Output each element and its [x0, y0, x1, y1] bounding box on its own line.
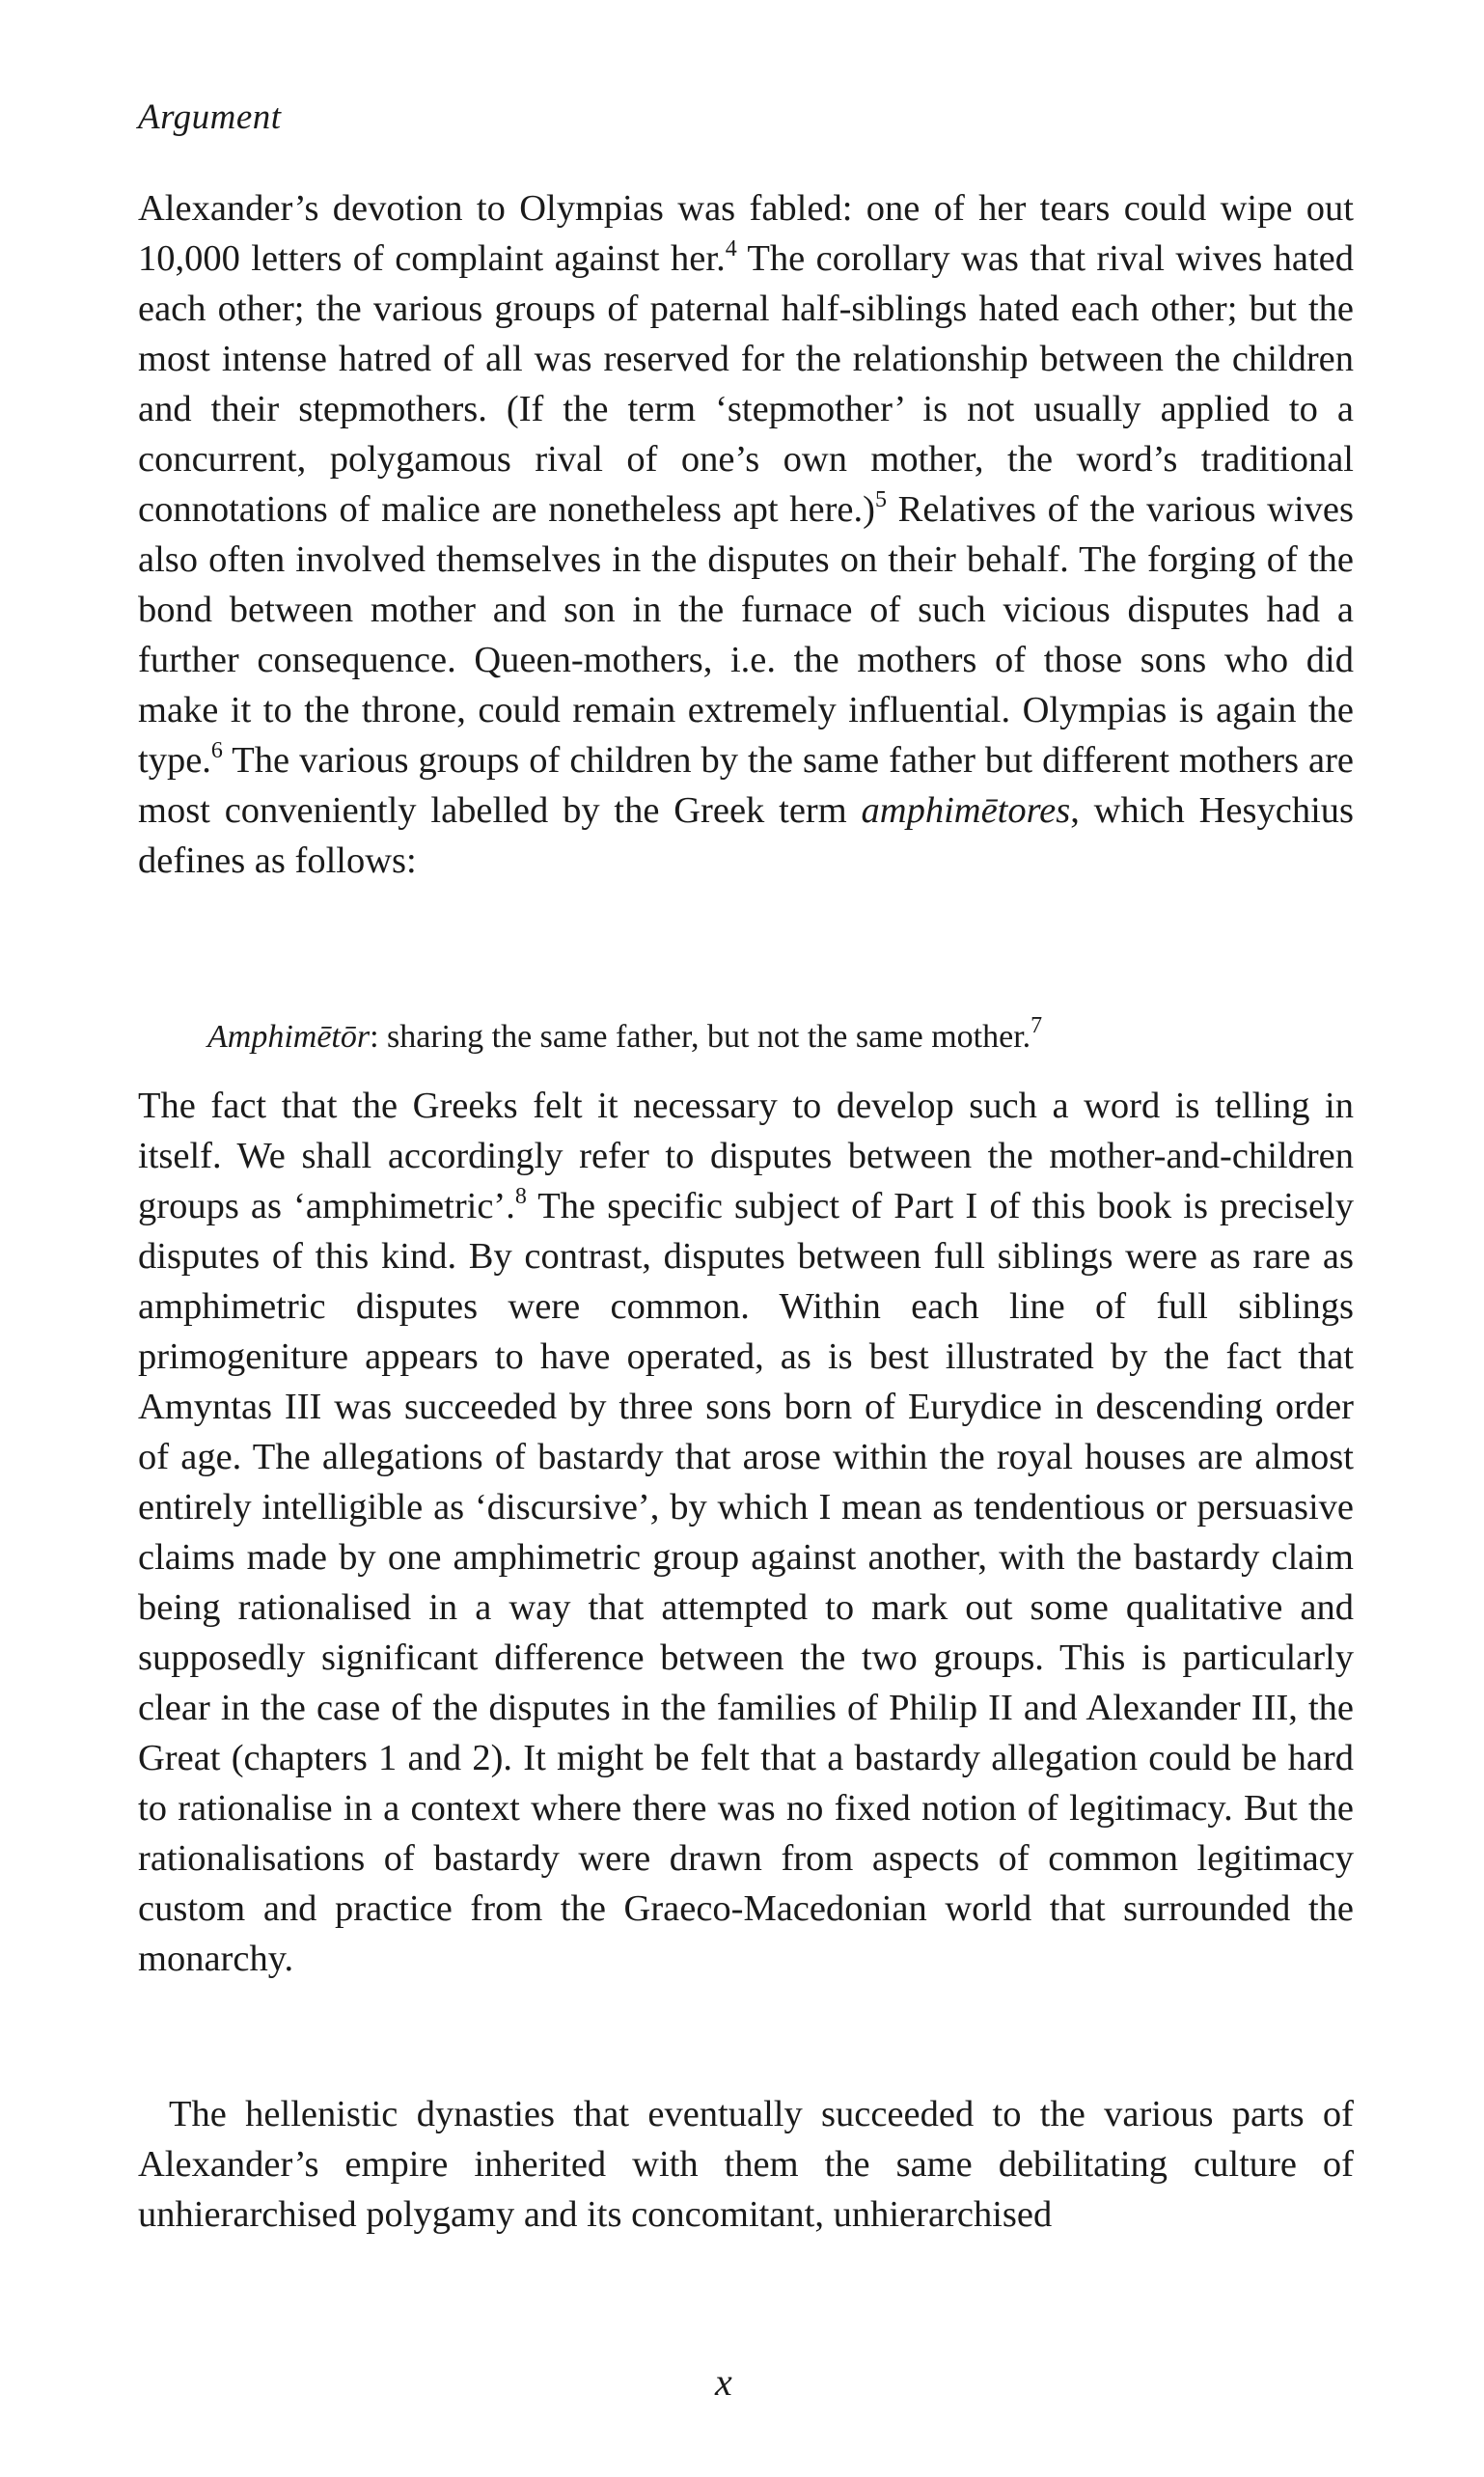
footnote-marker: 4 — [725, 236, 737, 261]
quote-term: Amphimētōr — [207, 1019, 371, 1055]
paragraph-2-text: The fact that the Greeks felt it necessary to develop such a word is telling in itself. We shall accordingly refer to disputes between the mother-and-children groups as ‘amphimetric’. — [138, 1086, 1354, 1226]
paragraph-1-text: The corollary was that rival wives hated each other; the various groups of paternal half-siblings hated each other; but the most intense hatred of all was reserved for the relationship between the children and their stepmothers. (If the term ‘stepmother’ is not usually applied to a concurrent, polygamous rival of one’s own mother, the word’s traditional connotations of malice are nonetheless apt here.) — [138, 238, 1354, 530]
paragraph-2-text: The specific subject of Part I of this book is precisely disputes of this kind. By contrast, disputes between full siblings were as rare as amphimetric disputes were common. Within each line of full siblings primogeniture appears to have operated, as is best illustrated by the fact that Amyntas III was succeeded by three sons born of Eurydice in descending order of age. The allegations of bastardy that arose within the royal houses are almost entirely intelligible as ‘discursive’, by which I mean as tendentious or persuasive claims made by one amphimetric group against another, with the bastardy claim being rationalised in a way that attempted to mark out some qualitative and supposedly significant difference between the two groups. This is particularly clear in the case of the disputes in the families of Philip II and Alexander III, the Great (chapters 1 and 2). It might be felt that a bastardy allegation could be hard to rationalise in a context where there was no fixed notion of legitimacy. But the rationalisations of bastardy were drawn from aspects of common legitimacy custom and practice from the Graeco-Macedonian world that surrounded the monarchy. — [138, 1186, 1354, 1979]
greek-term: amphimētores — [861, 790, 1071, 831]
paragraph-1-text: Relatives of the various wives also often involved themselves in the disputes on their behalf. The forging of the bond between mother and son in the furnace of such vicious disputes had a further consequence. Queen-mothers, i.e. the mothers of those sons who did make it to the throne, could remain extremely influential. Olympias is again the type. — [138, 489, 1354, 781]
paragraph-1-text: The various groups of children by the same father but different mothers are most conveniently labelled by the Greek term — [138, 740, 1354, 831]
paragraph-3: The hellenistic dynasties that eventually succeeded to the various parts of Alexander’s empire inherited with them the same debilitating culture of unhierarchised polygamy and its concomitant, unhierarchised — [138, 2094, 1354, 2235]
paragraph-1-text: Alexander’s devotion to Olympias was fabled: one of her tears could wipe out 10,000 letters of complaint against her. — [138, 188, 1354, 279]
footnote-marker: 8 — [514, 1184, 527, 1209]
paragraph-1 — [138, 183, 1354, 886]
paragraph-2 — [138, 1081, 1354, 1984]
paragraph-1-text: , which Hesychius defines as follows: — [138, 790, 1354, 881]
running-head: Argument — [138, 97, 282, 137]
footnote-marker: 7 — [1031, 1013, 1043, 1038]
block-quote — [207, 1013, 1042, 1061]
footnote-marker: 6 — [210, 738, 223, 763]
page-number: x — [715, 2360, 732, 2404]
footnote-marker: 5 — [874, 487, 887, 512]
quote-text: : sharing the same father, but not the same mother. — [370, 1019, 1031, 1055]
